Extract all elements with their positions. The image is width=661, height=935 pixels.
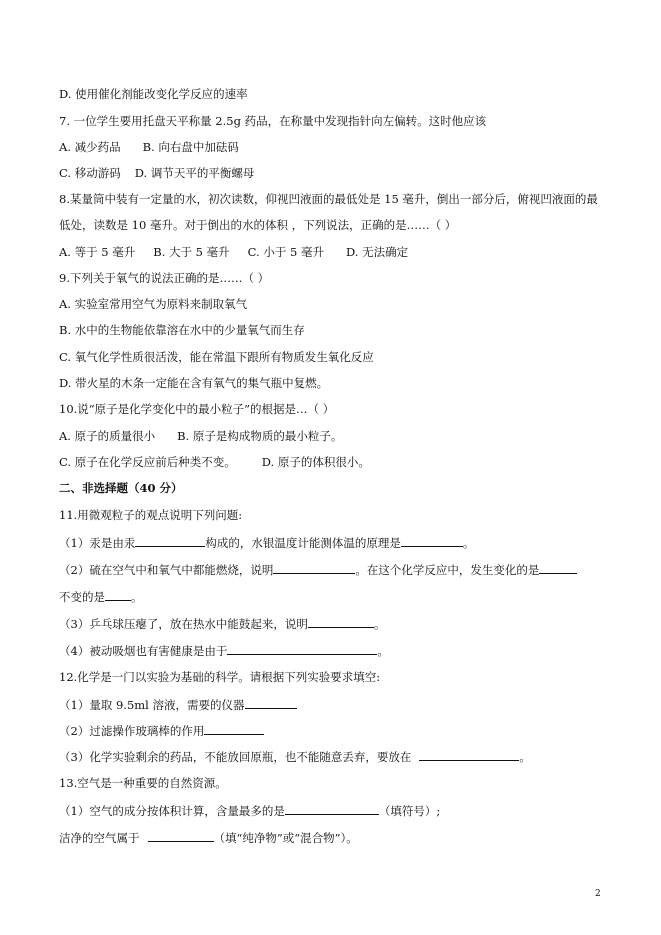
q8-stem-line1 <box>59 192 598 206</box>
q12-p2-text: （2）过滤操作玻璃棒的作用 <box>59 724 205 738</box>
q11-p1-text-a: （1）汞是由汞 <box>59 536 136 550</box>
q8-stem-text-2: 低处，读数是 10 毫升。对于倒出的水的体积 ，下列说法，正确的是……（ ） <box>59 218 457 232</box>
q12-p1-blank[interactable] <box>245 697 297 709</box>
q8-options <box>59 245 408 259</box>
q13-p1-blank[interactable] <box>285 803 379 815</box>
q7-stem <box>59 114 486 128</box>
q11-part2-cont <box>59 589 143 604</box>
q12-part2 <box>59 723 264 738</box>
q13-stem-text: 13.空气是一种重要的自然资源。 <box>59 776 227 790</box>
q9-option-b-text: B. 水中的生物能依靠溶在水中的少量氧气而生存 <box>59 323 305 337</box>
q13-p2-text-a: 洁净的空气属于 <box>59 831 140 845</box>
q7-option-c: C. 移动游码 <box>59 166 121 180</box>
q7-options-row2 <box>59 166 254 180</box>
q12-p1-text: （1）量取 9.5ml 溶液，需要的仪器 <box>59 698 245 712</box>
q11-p3-text-a: （3）乒乓球压瘪了，放在热水中能鼓起来，说明 <box>59 617 308 631</box>
q11-p1-text-b: 构成的，水银温度计能测体温的原理是 <box>205 536 401 550</box>
q12-stem <box>59 670 380 684</box>
q6-option-d <box>59 87 248 101</box>
q11-p1-blank-2[interactable] <box>401 535 463 547</box>
q10-option-a: A. 原子的质量很小 <box>59 429 156 443</box>
q11-p3-text-b: 。 <box>373 617 386 631</box>
q10-options-row1 <box>59 429 342 443</box>
q9-option-d <box>59 376 328 390</box>
q9-option-d-text: D. 带火星的木条一定能在含有氧气的集气瓶中复燃。 <box>59 376 329 390</box>
q11-p2-text-a: （2）硫在空气中和氧气中都能燃烧，说明 <box>59 563 274 577</box>
q11-part1 <box>59 535 474 550</box>
q10-stem <box>59 402 334 416</box>
q12-p2-blank[interactable] <box>204 723 264 735</box>
q7-option-a: A. 减少药品 <box>59 140 121 154</box>
q13-p2-blank[interactable] <box>148 830 214 842</box>
q11-p2-blank-3[interactable] <box>105 589 131 601</box>
section2-heading <box>59 481 183 495</box>
q12-part1 <box>59 697 297 712</box>
q7-option-b: B. 向右盘中加砝码 <box>142 140 239 154</box>
q10-stem-text: 10.说“原子是化学变化中的最小粒子”的根据是…（ ） <box>59 402 335 416</box>
q8-option-c: C. 小于 5 毫升 <box>247 245 324 259</box>
q12-stem-text: 12.化学是一门以实验为基础的科学。请根据下列实验要求填空: <box>59 670 381 684</box>
q9-option-a-text: A. 实验室常用空气为原料来制取氧气 <box>59 297 248 311</box>
q8-option-b: B. 大于 5 毫升 <box>153 245 230 259</box>
q11-p2-blank-1[interactable] <box>273 562 355 574</box>
q13-p1-text-a: （1）空气的成分按体积计算，含量最多的是 <box>59 804 285 818</box>
q9-option-c-text: C. 氧气化学性质很活泼，能在常温下跟所有物质发生氧化反应 <box>59 350 374 364</box>
q13-part1 <box>59 803 440 818</box>
q11-p4-text-b: 。 <box>377 644 389 658</box>
q8-option-d: D. 无法确定 <box>345 245 409 259</box>
q11-p1-blank-1[interactable] <box>135 535 205 547</box>
q12-p3-text-b: 。 <box>519 750 531 764</box>
q9-option-c <box>59 350 374 364</box>
q7-option-d: D. 调节天平的平衡螺母 <box>134 166 255 180</box>
q13-p2-text-b: （填“纯净物”或“混合物”）。 <box>213 831 358 845</box>
q7-stem-text: 7. 一位学生要用托盘天平称量 2.5g 药品，在称量中发现指针向左偏转。这时他应该 <box>59 114 487 128</box>
q9-option-b <box>59 323 305 337</box>
q10-options-row2 <box>59 455 370 469</box>
q8-stem-text-1: 8.某量筒中装有一定量的水，初次读数，仰视凹液面的最低处是 15 毫升，倒出一部分后，俯视凹液面的最 <box>59 192 598 206</box>
q11-stem <box>59 508 242 522</box>
q11-p4-text-a: （4）被动吸烟也有害健康是由于 <box>59 644 228 658</box>
q11-p2-blank-2[interactable] <box>539 562 577 574</box>
section2-heading-text: 二、非选择题（40 分） <box>59 481 183 495</box>
q11-p4-blank[interactable] <box>227 643 377 655</box>
q6-option-d-text: D. 使用催化剂能改变化学反应的速率 <box>59 87 248 101</box>
q11-stem-text: 11.用微观粒子的观点说明下列问题: <box>59 508 243 522</box>
q12-p3-blank[interactable] <box>419 749 519 761</box>
q9-option-a <box>59 297 247 311</box>
q12-p3-text-a: （3）化学实验剩余的药品，不能放回原瓶，也不能随意丢弃，要放在 <box>59 750 412 764</box>
q11-p2-text-d: 。 <box>131 590 143 604</box>
q11-p1-text-c: 。 <box>462 536 475 550</box>
q13-stem <box>59 776 227 790</box>
q8-stem-line2 <box>59 218 456 232</box>
page-number: 2 <box>595 889 601 899</box>
q12-part3 <box>59 749 531 764</box>
q13-p1-text-b: （填符号）; <box>378 804 441 818</box>
q9-stem <box>59 271 269 285</box>
q11-part3 <box>59 616 385 631</box>
q10-option-c: C. 原子在化学反应前后种类不变。 <box>59 455 236 469</box>
q11-part4 <box>59 643 389 658</box>
q7-options-row1 <box>59 140 239 154</box>
q10-option-d: D. 原子的体积很小。 <box>261 455 370 469</box>
q11-p2-text-c: 不变的是 <box>59 590 105 604</box>
q11-part2 <box>59 562 577 577</box>
q13-part2 <box>59 830 358 845</box>
q8-option-a: A. 等于 5 毫升 <box>59 245 136 259</box>
q11-p3-blank[interactable] <box>308 616 374 628</box>
q9-stem-text: 9.下列关于氧气的说法正确的是……（ ） <box>59 271 270 285</box>
q11-p2-text-b: 。在这个化学反应中，发生变化的是 <box>355 563 540 577</box>
q10-option-b: B. 原子是构成物质的最小粒子。 <box>177 429 343 443</box>
